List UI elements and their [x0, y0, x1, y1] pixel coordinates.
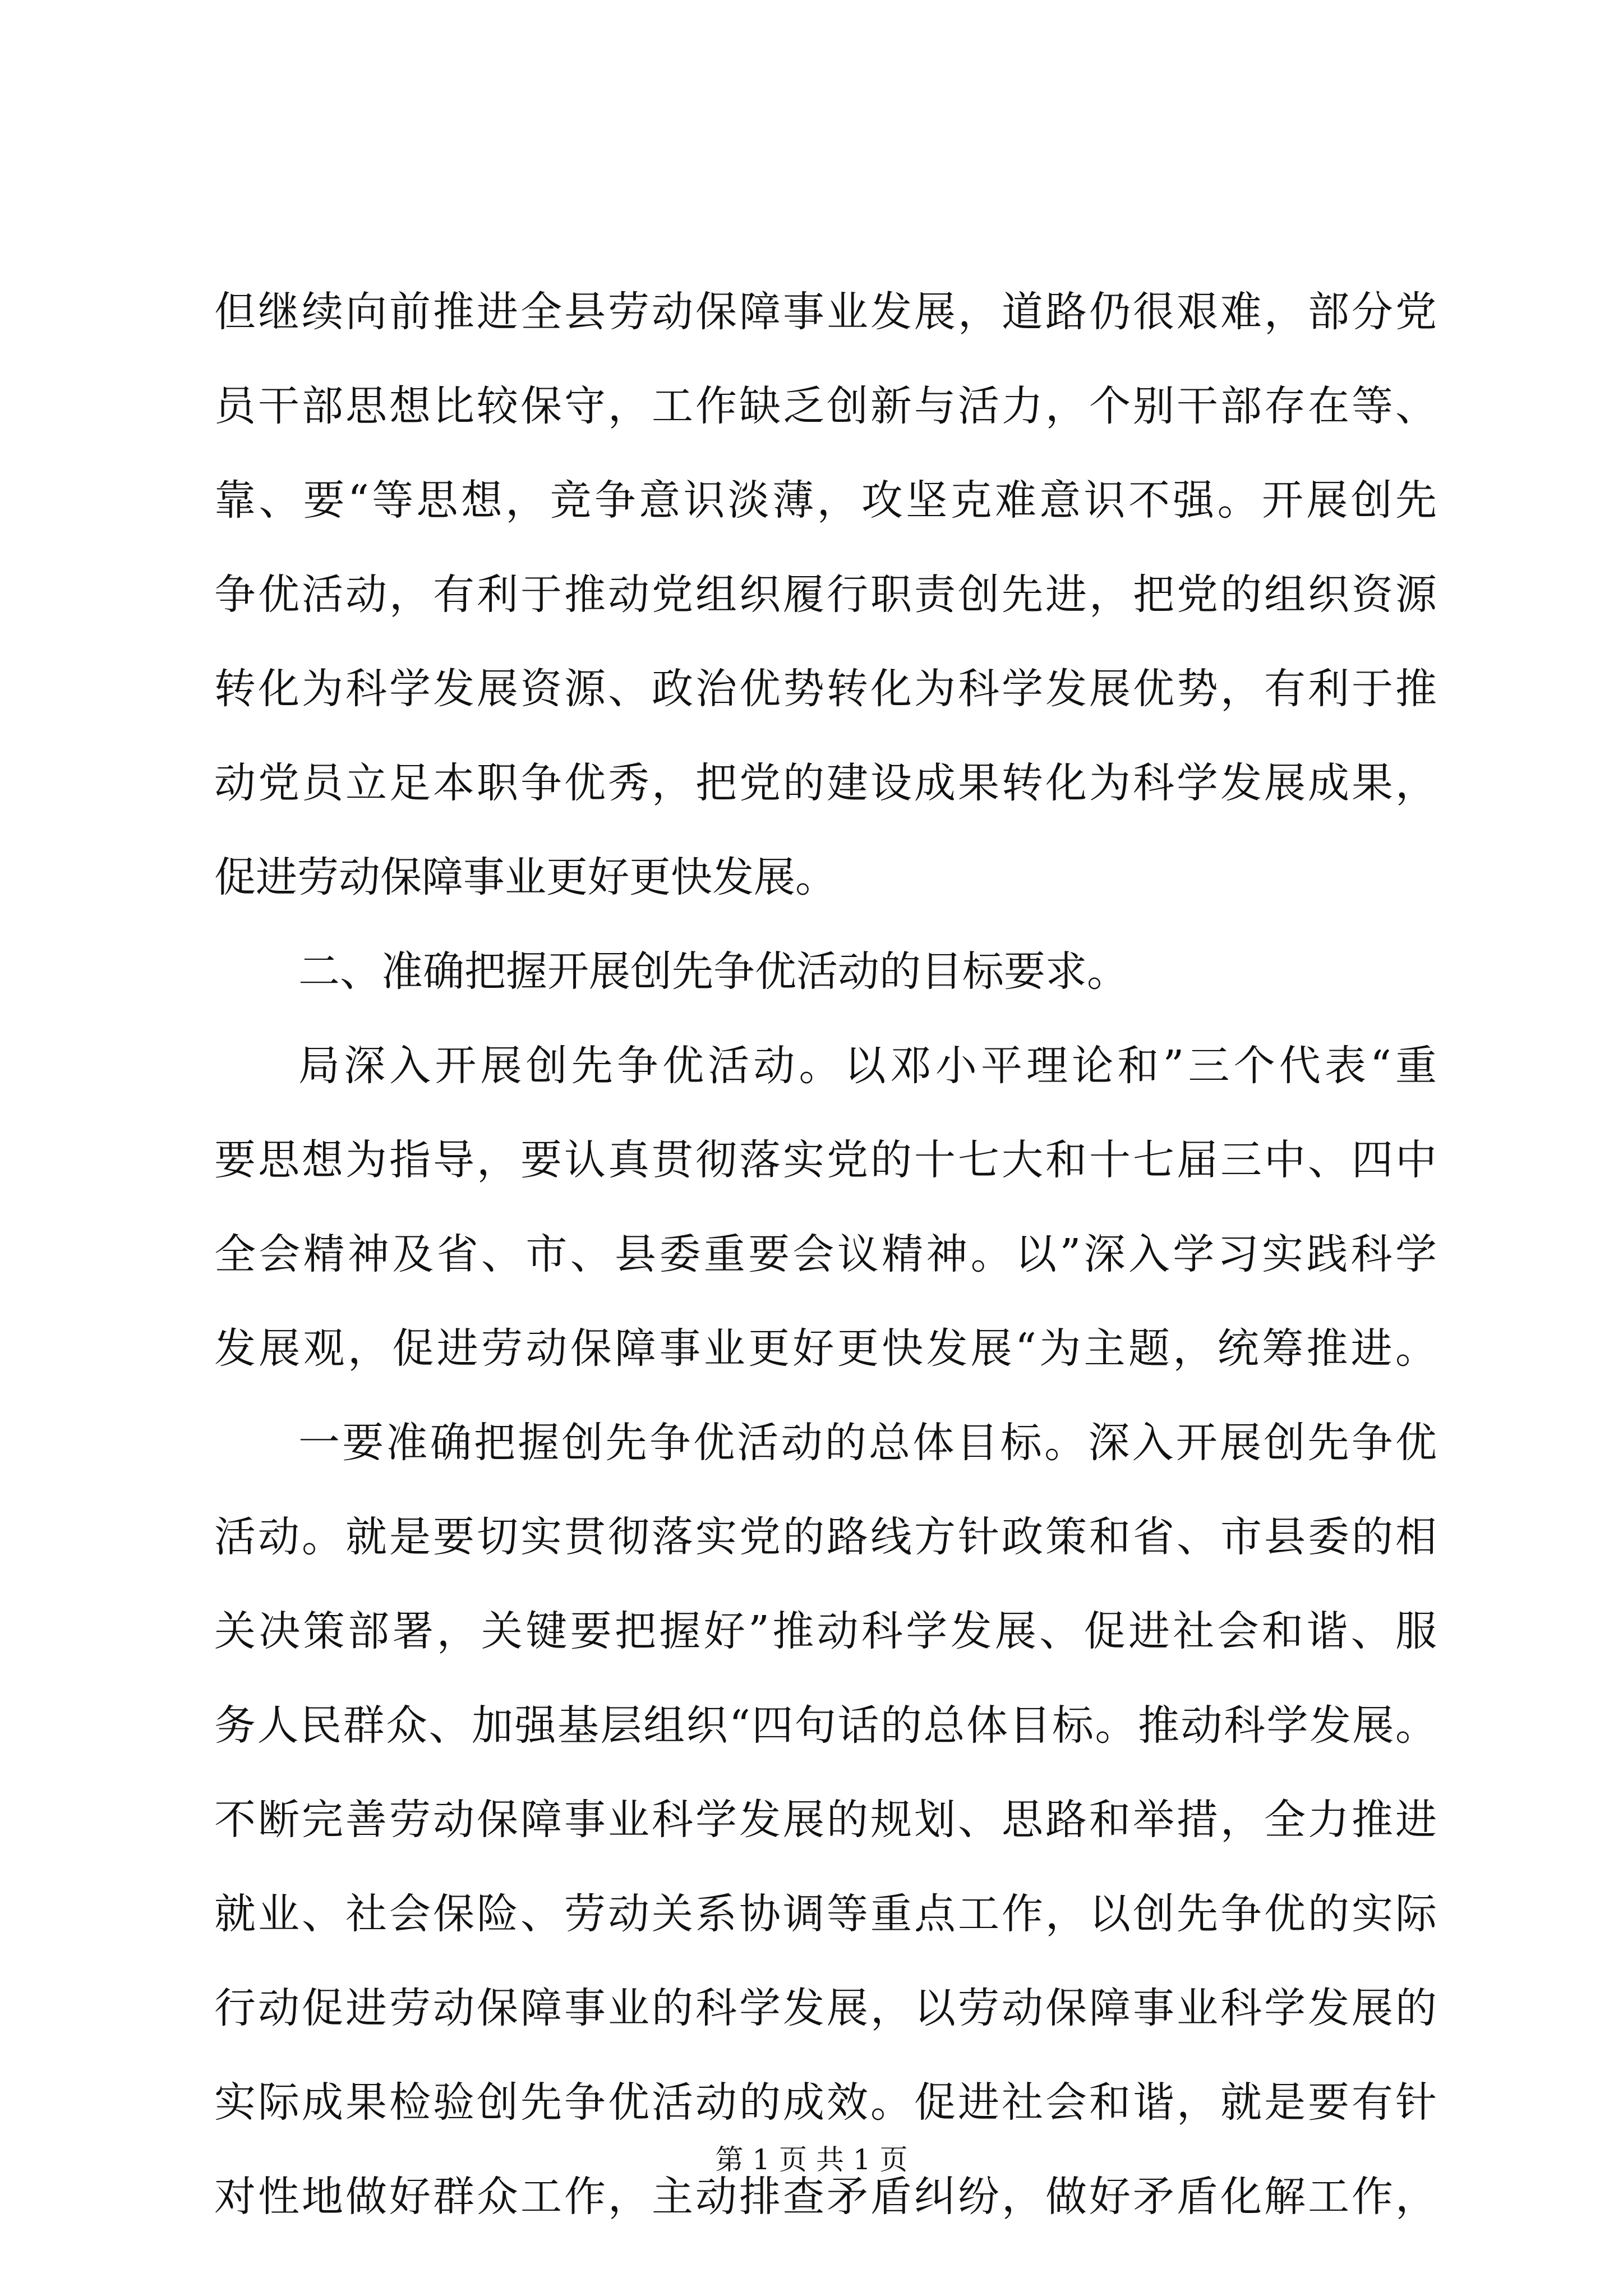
text-line: 要思想为指导，要认真贯彻落实党的十七大和十七届三中、四中	[214, 1136, 1437, 1184]
text-line: 员干部思想比较保守，工作缺乏创新与活力，个别干部存在等、	[214, 382, 1437, 430]
text-line: 争优活动，有利于推动党组织履行职责创先进，把党的组织资源	[214, 570, 1437, 619]
text-line: 行动促进劳动保障事业的科学发展，以劳动保障事业科学发展的	[214, 1984, 1437, 2032]
text-line: 动党员立足本职争优秀，把党的建设成果转化为科学发展成果，	[214, 759, 1437, 807]
page-number-label: 第 1 页 共 1 页	[715, 2143, 908, 2176]
text-line: 全会精神及省、市、县委重要会议精神。以”深入学习实践科学	[214, 1230, 1437, 1278]
text-line: 对性地做好群众工作，主动排查矛盾纠纷，做好矛盾化解工作，	[214, 2173, 1437, 2221]
text-line: 不断完善劳动保障事业科学发展的规划、思路和举措，全力推进	[214, 1796, 1437, 1844]
text-line: 活动。就是要切实贯彻落实党的路线方针政策和省、市县委的相	[214, 1513, 1437, 1561]
page-footer	[0, 2143, 1623, 2177]
text-line: 务人民群众、加强基层组织“四句话的总体目标。推动科学发展。	[214, 1701, 1437, 1750]
text-line: 就业、社会保险、劳动关系协调等重点工作，以创先争优的实际	[214, 1890, 1437, 1938]
body-text	[214, 265, 1437, 2244]
text-line: 关决策部署，关键要把握好”推动科学发展、促进社会和谐、服	[214, 1607, 1437, 1655]
text-line: 发展观，促进劳动保障事业更好更快发展“为主题，统筹推进。	[214, 1324, 1437, 1373]
text-line: 实际成果检验创先争优活动的成效。促进社会和谐，就是要有针	[214, 2078, 1437, 2127]
text-line: 但继续向前推进全县劳动保障事业发展，道路仍很艰难，部分党	[214, 288, 1437, 336]
section-heading: 二、准确把握开展创先争优活动的目标要求。	[298, 947, 1128, 996]
text-line: 促进劳动保障事业更好更快发展。	[214, 853, 837, 901]
text-line: 转化为科学发展资源、政治优势转化为科学发展优势，有利于推	[214, 665, 1437, 713]
text-line: 靠、要“等思想，竞争意识淡薄，攻坚克难意识不强。开展创先	[214, 476, 1437, 524]
text-line: 一要准确把握创先争优活动的总体目标。深入开展创先争优	[298, 1419, 1437, 1467]
text-line: 局深入开展创先争优活动。以邓小平理论和”三个代表“重	[298, 1042, 1437, 1090]
